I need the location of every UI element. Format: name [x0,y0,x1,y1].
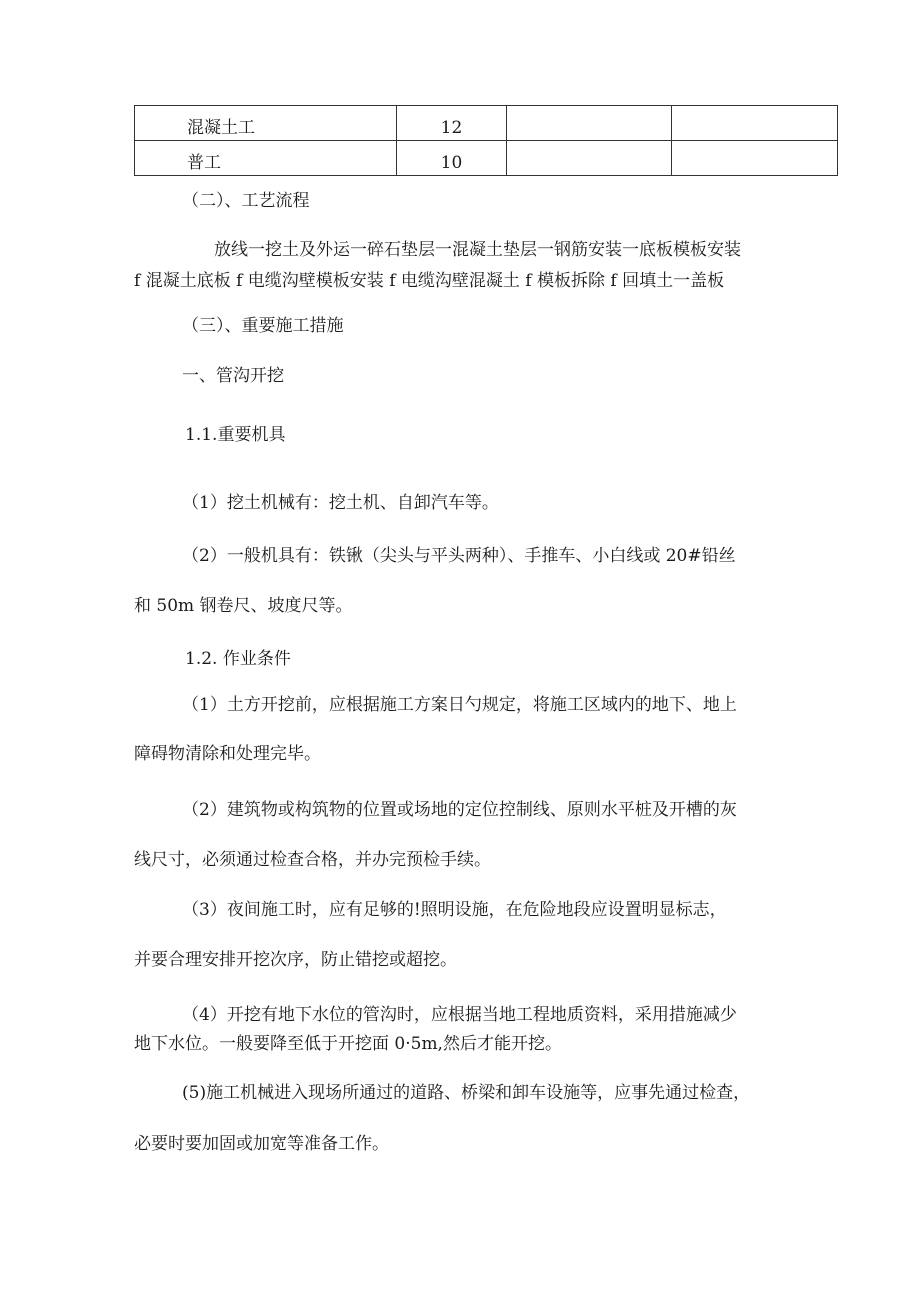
paragraph-line: 并要合理安排开挖次序，防止错挖或超挖。 [134,950,457,970]
table-cell-trade: 普工 [135,141,397,176]
subheading-main-equipment: 1.1.重要机具 [185,425,286,445]
table-cell-trade: 混凝土工 [135,106,397,141]
paragraph-line: （1）挖土机械有：挖土机、自卸汽车等。 [182,493,499,513]
section-heading-process-flow: （二）、工艺流程 [182,191,310,211]
heading-trench-excavation: 一、管沟开挖 [182,366,284,386]
paragraph-line: 放线一挖土及外运一碎石垫层一混凝土垫层一钢筋安装一底板模板安装 [214,240,741,260]
table-cell-empty [672,141,838,176]
table-cell-empty [507,141,672,176]
paragraph-line: （2）建筑物或构筑物的位置或场地的定位控制线、原则水平桩及开槽的灰 [182,800,737,820]
table-row [135,141,838,176]
paragraph-line: (5)施工机械进入现场所通过的道路、桥梁和卸车设施等，应事先通过检查， [182,1083,751,1103]
subheading-work-conditions: 1.2. 作业条件 [185,649,291,669]
paragraph-line: （3）夜间施工时，应有足够的!照明设施，在危险地段应设置明显标志， [182,900,727,920]
section-heading-construction-measures: （三）、重要施工措施 [182,316,344,336]
table-cell-count: 10 [397,141,507,176]
paragraph-line: 必要时要加固或加宽等准备工作。 [134,1134,389,1154]
paragraph-line: （2）一般机具有：铁锹（尖头与平头两种）、手推车、小白线或 20#铅丝 [182,546,736,566]
table-cell-empty [507,106,672,141]
paragraph-line: （4）开挖有地下水位的管沟时，应根据当地工程地质资料，采用措施减少 [182,1005,737,1025]
paragraph-line: 地下水位。一般要降至低于开挖面 0·5m,然后才能开挖。 [134,1034,562,1054]
labor-table [134,105,838,176]
table-cell-empty [672,106,838,141]
table-row [135,106,838,141]
paragraph-line: （1）土方开挖前，应根据施工方案日勺规定，将施工区域内的地下、地上 [182,695,737,715]
paragraph-line: 线尺寸，必须通过检查合格，并办完预检手续。 [134,850,491,870]
paragraph-line: 障碍物清除和处理完毕。 [134,744,321,764]
paragraph-line: 和 50m 钢卷尺、坡度尺等。 [134,596,353,616]
paragraph-line: f 混凝土底板 f 电缆沟壁模板安装 f 电缆沟壁混凝土 f 模板拆除 f 回填土一盖板 [134,271,725,291]
table-cell-count: 12 [397,106,507,141]
